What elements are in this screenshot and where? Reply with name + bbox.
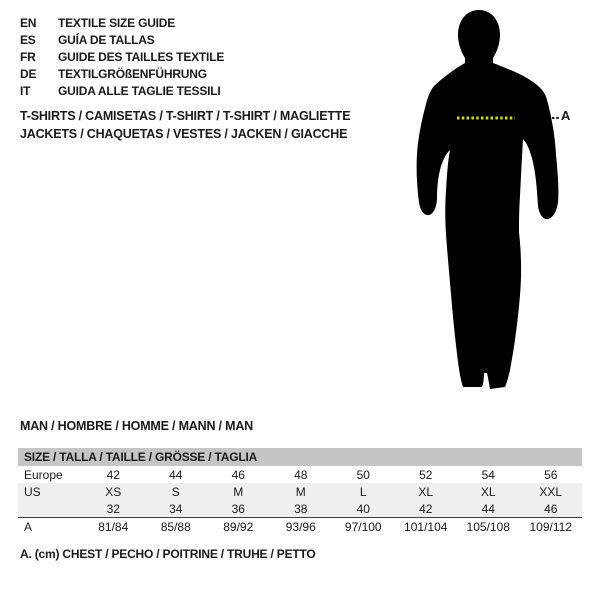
language-guide-list (20, 15, 224, 100)
size-table-body (18, 466, 582, 535)
table-cell: 89/92 (207, 518, 270, 536)
language-label: GUIDE DES TAILLES TEXTILE (58, 50, 225, 64)
table-cell: 44 (481, 501, 495, 516)
measure-label-a: A (561, 108, 571, 123)
table-cell: 54 (481, 467, 495, 482)
size-table-header-row (18, 448, 582, 466)
table-cell: 34 (169, 501, 183, 516)
table-cell: 109/112 (520, 518, 583, 536)
language-label: GUIDA ALLE TAGLIE TESSILI (58, 84, 221, 98)
table-cell: 36 (231, 501, 245, 516)
table-cell: 105/108 (457, 518, 520, 536)
language-code: FR (20, 50, 36, 64)
man-silhouette (402, 8, 578, 393)
language-row (20, 66, 224, 83)
table-cell: S (171, 484, 180, 499)
category-line-jackets: JACKETS / CHAQUETAS / VESTES / JACKEN / GIACCHE (20, 127, 348, 141)
table-row (18, 518, 582, 536)
table-cell: 85/88 (145, 518, 208, 536)
table-row (18, 500, 582, 518)
table-cell: 40 (356, 501, 370, 516)
language-row (20, 83, 224, 100)
table-cell: M (233, 484, 244, 499)
category-line-tshirts: T-SHIRTS / CAMISETAS / T-SHIRT / T-SHIRT / MAGLIETTE (20, 109, 351, 123)
table-cell: 97/100 (332, 518, 395, 536)
table-cell: 101/104 (395, 518, 458, 536)
row-label: US (24, 484, 41, 499)
table-cell: 42 (106, 467, 120, 482)
table-cell: 46 (544, 501, 558, 516)
language-row (20, 15, 224, 32)
man-silhouette-shape (417, 10, 559, 389)
category-lines (20, 107, 350, 143)
table-cell: 52 (419, 467, 433, 482)
table-cell: XL (418, 484, 434, 499)
language-row (20, 49, 224, 66)
man-silhouette-figure (402, 8, 578, 393)
row-label: Europe (24, 467, 63, 482)
table-cell: 81/84 (82, 518, 145, 536)
table-cell: 44 (169, 467, 183, 482)
table-cell: L (359, 484, 367, 499)
language-code: IT (20, 84, 31, 98)
table-cell: 46 (231, 467, 245, 482)
table-cell: M (295, 484, 306, 499)
table-cell: 50 (356, 467, 370, 482)
section-title: MAN / HOMBRE / HOMME / MANN / MAN (20, 419, 253, 433)
language-code: EN (20, 16, 37, 30)
table-row (18, 466, 582, 483)
size-table-header: SIZE / TALLA / TAILLE / GRÖSSE / TAGLIA (24, 450, 258, 464)
table-cell: 42 (419, 501, 433, 516)
language-code: ES (20, 33, 36, 47)
size-table (18, 448, 582, 535)
table-cell: 48 (294, 467, 308, 482)
table-cell: 56 (544, 467, 558, 482)
table-row (18, 483, 582, 500)
language-label: TEXTILE SIZE GUIDE (58, 16, 176, 30)
row-label (18, 500, 82, 518)
language-label: GUÍA DE TALLAS (58, 33, 155, 47)
table-cell: 38 (294, 501, 308, 516)
language-code: DE (20, 67, 37, 81)
table-cell: 32 (106, 501, 120, 516)
table-cell: XXL (539, 484, 563, 499)
table-cell: 93/96 (270, 518, 333, 536)
measure-footnote: A. (cm) CHEST / PECHO / POITRINE / TRUHE / PETTO (20, 547, 316, 561)
language-row (20, 32, 224, 49)
row-label: A (18, 518, 82, 536)
table-cell: XL (480, 484, 496, 499)
language-label: TEXTILGRÖßENFÜHRUNG (58, 67, 207, 81)
table-cell: XS (105, 484, 122, 499)
